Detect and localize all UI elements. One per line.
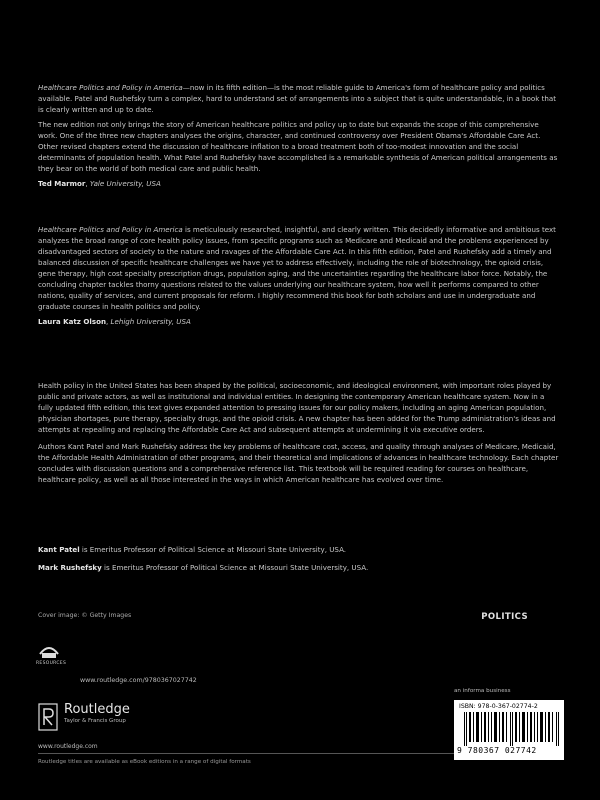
publisher-name: Routledge: [64, 702, 130, 717]
review-text: —now in its fifth edition—is the most reliable guide to America's form of healthcare policy and politics available. Patel and Rushefsky turn a complex, hard to understand set of arrangements into a subject that is quite understandable, in a book that is clearly written and up to date.: [38, 83, 556, 114]
ean-number: 9 780367 027742: [457, 746, 537, 755]
publisher-brand: [64, 703, 130, 725]
book-title: Healthcare Politics and Policy in America: [38, 83, 183, 92]
routledge-logo-icon: [38, 703, 58, 731]
isbn-text: ISBN: 978-0-367-02774-2: [459, 703, 538, 710]
author-name: Mark Rushefsky: [38, 563, 102, 572]
review-text: is meticulously researched, insightful, and clearly written. This decidedly informative and ambitious text analyzes the broad range of core health policy issues, from specific programs such as Medicare and Medicaid and the problems experienced by disadvantaged sectors of society to the nature and ravages of the Affordable Care Act. In this fifth edition, Patel and Rushefsky add a timely and balanced discussion of specific healthcare challenges we have yet to address effectively, including the role of biotechnology, the opioid crisis, gene therapy, high cost specialty prescription drugs, population aging, and the uncertainties regarding the healthcare labor force. Notably, the concluding chapter tackles thorny questions related to the values underlying our healthcare system, how well it performs compared to other nations, quality of services, and current proposals for reform. I highly recommend this book for both scholars and use in undergraduate and graduate courses in health politics and policy.: [38, 225, 556, 311]
reviewer-affiliation: Yale University, USA: [89, 179, 161, 188]
subject-category: POLITICS: [481, 612, 528, 622]
description-paragraph: Authors Kant Patel and Mark Rushefsky address the key problems of healthcare cost, access, and quality through analyses of Medicare, Medicaid, the Affordable Health Administration of other programs, and their theoretical and implications of advances in healthcare technology. Each chapter concludes with discussion questions and a comprehensive reference list. This textbook will be required reading for courses on healthcare, healthcare policy, as well as all those interested in the ways in which American healthcare has evolved over time.: [38, 442, 559, 484]
informa-label: an informa business: [454, 688, 511, 694]
author-bio-text: is Emeritus Professor of Political Science at Missouri State University, USA.: [101, 563, 369, 572]
barcode-box: [454, 700, 564, 760]
barcode-icon: [464, 712, 560, 746]
author-bio-text: is Emeritus Professor of Political Science at Missouri State University, USA.: [79, 545, 347, 554]
review-laura-katz-olson: Healthcare Politics and Policy in America is meticulously researched, insightful, and clearly written. This decidedly informative and ambitious text analyzes the broad range of core health policy issues, from specific programs such as Medicare and Medicaid and the problems experienced by disadvantaged sectors of society to the nature and ravages of the Affordable Care Act. In this fifth edition, Patel and Rushefsky add a timely and balanced discussion of specific healthcare challenges we have yet to address effectively, including the role of biotechnology, the opioid crisis, gene therapy, high cost specialty prescription drugs, population aging, and the uncertainties regarding the healthcare labor force. Notably, the concluding chapter tackles thorny questions related to the values underlying our healthcare system, how well it performs compared to other nations, quality of services, and current proposals for reform. I highly recommend this book for both scholars and use in undergraduate and graduate courses in health politics and policy. Laura Katz Olson, Lehigh University, USA: [38, 225, 556, 326]
author-bio: [38, 562, 560, 573]
review-text: The new edition not only brings the story of American healthcare politics and policy up to date but expands the scope of this comprehensive work. One of the three new chapters analyses the origins, character, and continued controversy over President Obama's Affordable Care Act. Other revised chapters extend the discussion of healthcare inflation to a broad treatment both of too-modest innovation and the social determinants of population health. What Patel and Rushefsky have accomplished is a remarkable synthesis of American political arrangements as they bear on the world of both medical care and public health.: [38, 120, 558, 173]
author-name: Kant Patel: [38, 545, 80, 554]
publisher-subtitle: Taylor & Francis Group: [64, 718, 126, 724]
review-ted-marmor: Healthcare Politics and Policy in America—now in its fifth edition—is the most reliable guide to America's form of healthcare policy and politics available. Patel and Rushefsky turn a complex, hard to understand set of arrangements into a subject that is quite understandable, in a book that is clearly written and up to date. The new edition not only brings the story of American healthcare politics and policy up to date but expands the scope of this comprehensive work. One of the three new chapters analyses the origins, character, and continued controversy over President Obama's Affordable Care Act. Other revised chapters extend the discussion of healthcare inflation to a broad treatment both of too-modest innovation and the social determinants of population health. What Patel and Rushefsky have accomplished is a remarkable synthesis of American political arrangements as they bear on the world of both medical care and public health. Ted Marmor, Yale University, USA: [38, 82, 560, 189]
publisher-website[interactable]: www.routledge.com: [38, 743, 98, 750]
author-bio: [38, 544, 560, 555]
book-title: Healthcare Politics and Policy in America: [38, 225, 183, 234]
reviewer-name: Laura Katz Olson: [38, 317, 106, 326]
cover-credit: Cover image: © Getty Images: [38, 612, 132, 619]
description-paragraph: Health policy in the United States has been shaped by the political, socioeconomic, and ideological environment, with important roles played by public and private actors, as well as institutional and individual entities. In designing the contemporary American healthcare system. Now in a fully updated fifth edition, this text gives expanded attention to pressing issues for our policy makers, including an aging American population, physician shortages, pure therapy, specialty drugs, and the opioid crisis. A new chapter has been added for the Trump administration's ideas and attempts at repealing and replacing the Affordable Care Act and subsequent attempts at undermining it via executive orders.: [38, 381, 556, 434]
reviewer-name: Ted Marmor: [38, 179, 86, 188]
resources-icon: [38, 640, 60, 660]
book-description: [38, 380, 560, 489]
resources-label: RESOURCES: [36, 661, 67, 666]
companion-url[interactable]: www.routledge.com/9780367027742: [80, 677, 197, 684]
reviewer-affiliation: Lehigh University, USA: [110, 317, 191, 326]
ebook-note: Routledge titles are available as eBook editions in a range of digital formats: [38, 759, 251, 765]
